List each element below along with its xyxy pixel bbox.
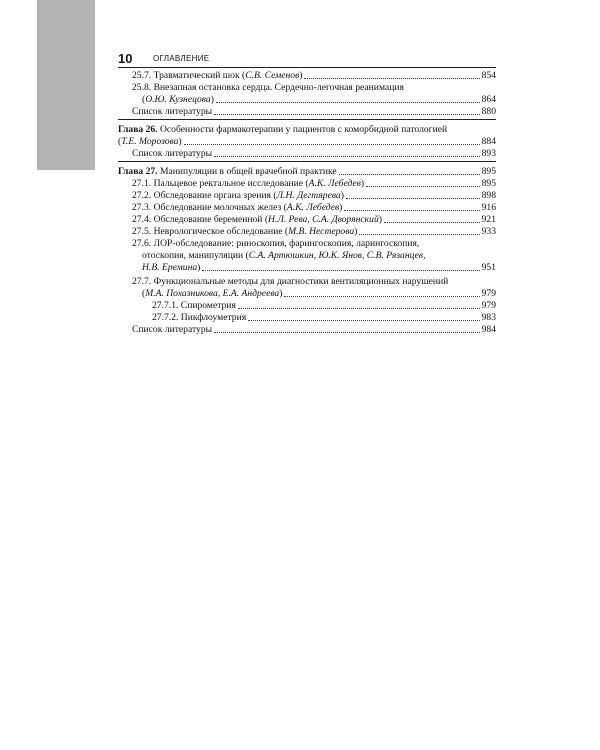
toc-chapter-26: Глава 26. Особенности фармакотерапии у пациентов с коморбидной патологией xyxy=(118,124,448,135)
toc-entry-27-7-cont: (М.А. Похазникова, Е.А. Андреева) 979 xyxy=(142,288,496,299)
toc-entry-27-1: 27.1. Пальцевое ректальное исследование (А.К. Лебедев) 895 xyxy=(132,178,496,189)
toc-entry-27-6: 27.6. ЛОР-обследование: риноскопия, фарингоскопия, ларингоскопия, xyxy=(132,238,420,249)
page-ref: 864 xyxy=(481,94,496,105)
page-ref: 893 xyxy=(481,148,496,159)
running-title: ОГЛАВЛЕНИЕ xyxy=(153,54,210,63)
table-of-contents xyxy=(118,70,496,336)
toc-entry-27-6-cont2: Н.В. Еремина) 951 xyxy=(142,262,496,273)
page-ref: 884 xyxy=(481,136,496,147)
toc-entry-references-25: Список литературы 880 xyxy=(132,106,496,117)
page-ref: 933 xyxy=(481,226,496,237)
page-ref: 984 xyxy=(481,324,496,335)
toc-entry-27-7: 27.7. Функциональные методы для диагностики вентиляционных нарушений xyxy=(132,276,449,287)
toc-entry-27-5: 27.5. Неврологическое обследование (М.В. Нестерова) 933 xyxy=(132,226,496,237)
toc-entry-27-3: 27.3. Обследование молочных желез (А.К. Лебедев) 916 xyxy=(132,202,496,213)
gray-side-tab xyxy=(37,0,95,170)
toc-entry-27-7-1: 27.7.1. Спирометрия 979 xyxy=(152,300,496,311)
toc-entry-references-26: Список литературы 893 xyxy=(132,148,496,159)
page-ref: 854 xyxy=(481,70,496,81)
page-ref: 895 xyxy=(481,166,496,177)
page-ref: 979 xyxy=(481,300,496,311)
page-ref: 951 xyxy=(481,262,496,273)
header-rule xyxy=(118,67,496,68)
page-ref: 983 xyxy=(481,312,496,323)
page-ref: 979 xyxy=(481,288,496,299)
toc-entry-27-4: 27.4. Обследование беременной (Н.Л. Рева, С.А. Дворянский) 921 xyxy=(132,214,496,225)
page-ref: 895 xyxy=(481,178,496,189)
toc-entry-27-7-2: 27.7.2. Пикфлоуметрия 983 xyxy=(152,312,496,323)
page-ref: 880 xyxy=(481,106,496,117)
toc-entry-25-7: 25.7. Травматический шок (С.В. Семенов) 854 xyxy=(132,70,496,81)
page-header xyxy=(118,51,496,67)
toc-chapter-26-cont: (Т.Е. Морозова) 884 xyxy=(118,136,496,147)
toc-entry-25-8-cont: (О.Ю. Кузнецова) 864 xyxy=(142,94,496,105)
page-number: 10 xyxy=(118,51,133,66)
toc-entry-27-2: 27.2. Обследование органа зрения (Л.Н. Дегтярева) 898 xyxy=(132,190,496,201)
page-ref: 898 xyxy=(481,190,496,201)
page-ref: 921 xyxy=(481,214,496,225)
toc-chapter-27: Глава 27. Манипуляции в общей врачебной практике 895 xyxy=(118,166,496,177)
page-ref: 916 xyxy=(481,202,496,213)
toc-entry-references-27: Список литературы 984 xyxy=(132,324,496,335)
toc-entry-25-8: 25.8. Внезапная остановка сердца. Сердечно-легочная реанимация xyxy=(132,82,404,93)
toc-entry-27-6-cont: отоскопия, манипуляции (С.А. Артюшкин, Ю.К. Янов, С.В. Рязанцев, xyxy=(142,250,426,261)
